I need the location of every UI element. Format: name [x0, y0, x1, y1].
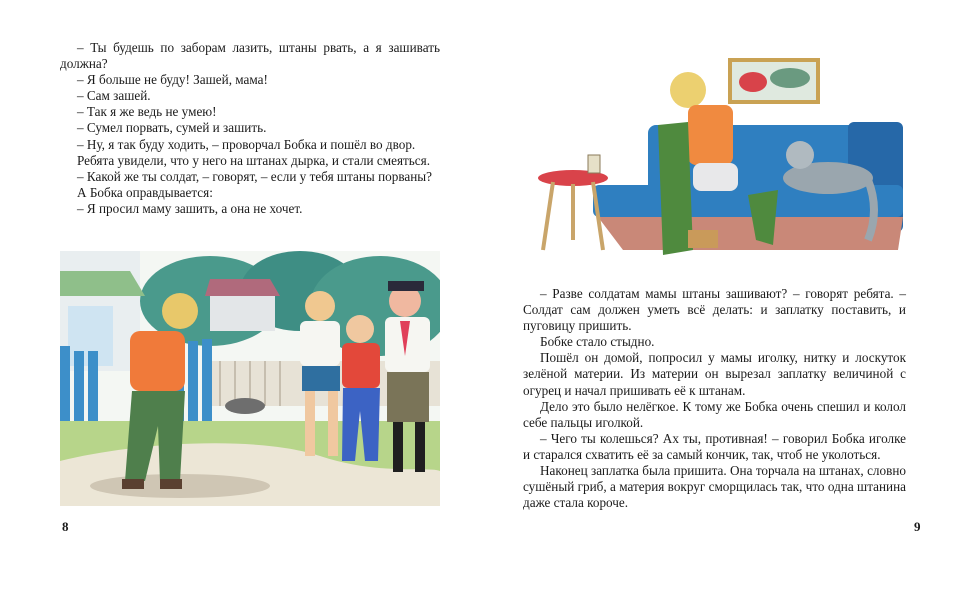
- paragraph: Пошёл он домой, попросил у мамы иголку, нитку и лоскуток зелёной материи. Из материи он вырезал заплатку величиной с огурец и начал пришивать её к штанам.: [523, 350, 906, 398]
- sofa-illustration: [528, 50, 923, 260]
- right-page: [490, 0, 979, 590]
- right-page-text: [523, 286, 906, 511]
- paragraph: – Ты будешь по заборам лазить, штаны рвать, а я зашивать должна?: [60, 40, 440, 72]
- left-page-text: [60, 40, 440, 217]
- paragraph: – Сам зашей.: [77, 88, 151, 104]
- paragraph: – Так я же ведь не умею!: [77, 104, 217, 120]
- paragraph: – Чего ты колешься? Ах ты, противная! – говорил Бобка иголке и старался схватить её за самый кончик, так, чтоб не уколоться.: [523, 430, 906, 462]
- paragraph: Дело это было нелёгкое. К тому же Бобка очень спешил и колол себе пальцы иголкой.: [523, 398, 906, 430]
- paragraph: – Какой же ты солдат, – говорят, – если у тебя штаны порваны?: [77, 168, 432, 184]
- paragraph: – Сумел порвать, сумей и зашить.: [77, 120, 267, 136]
- paragraph: – Я просил маму зашить, а она не хочет.: [77, 200, 303, 216]
- paragraph: А Бобка оправдывается:: [77, 184, 213, 200]
- paragraph: Наконец заплатка была пришита. Она торчала на штанах, словно сушёный гриб, а материя вокруг сморщилась так, что одна штанина даже стала короче.: [523, 463, 906, 511]
- paragraph: Ребята увидели, что у него на штанах дырка, и стали смеяться.: [77, 152, 430, 168]
- yard-illustration: [60, 251, 440, 506]
- paragraph: – Я больше не буду! Зашей, мама!: [77, 72, 268, 88]
- page-number-left: 8: [62, 519, 69, 534]
- paragraph: Бобке стало стыдно.: [540, 334, 655, 350]
- yard-scene-image: [60, 251, 440, 506]
- sofa-scene-image: [528, 50, 923, 260]
- paragraph: – Разве солдатам мамы штаны зашивают? – говорят ребята. – Солдат сам должен уметь всё делать: и заплатку поставить, и пуговицу пришить.: [523, 286, 906, 334]
- page-number-right: 9: [914, 519, 921, 534]
- paragraph: – Ну, я так буду ходить, – проворчал Бобка и пошёл во двор.: [77, 136, 416, 152]
